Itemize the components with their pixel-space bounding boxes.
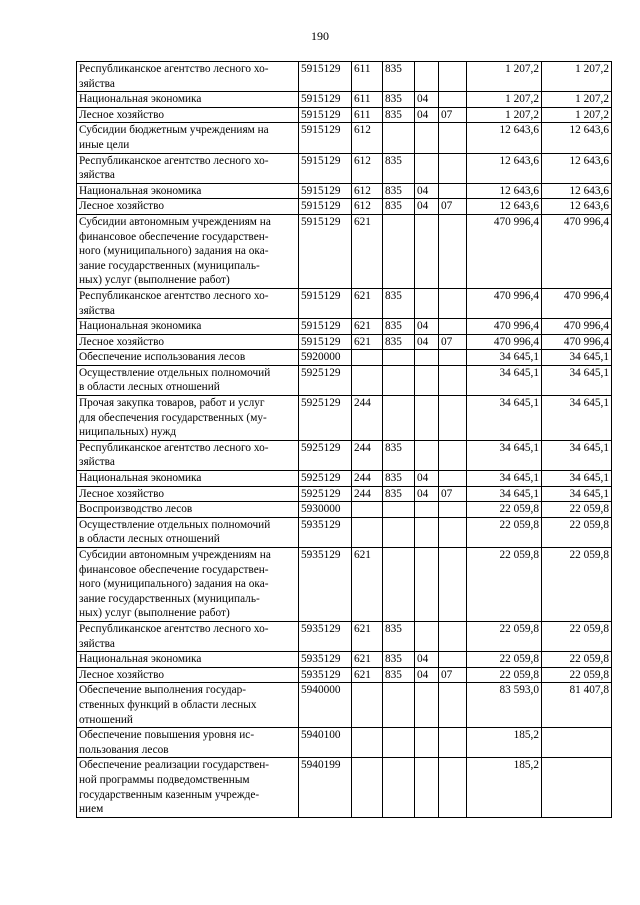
subsection-code [439, 288, 467, 318]
expense-type-code: 244 [352, 396, 383, 441]
section-code [415, 621, 439, 651]
row-name: Республиканское агентство лесного хо- зяйства [77, 621, 299, 651]
page-number: 190 [311, 29, 329, 43]
subsection-code [439, 123, 467, 153]
row-name: Прочая закупка товаров, работ и услуг для обеспечения государственных (му- ниципальных) нужд [77, 396, 299, 441]
ministry-code: 835 [383, 652, 415, 668]
expense-type-code: 244 [352, 440, 383, 470]
table-row [77, 123, 612, 153]
table-row [77, 652, 612, 668]
expense-type-code [352, 365, 383, 395]
amount-col-2: 34 645,1 [542, 365, 612, 395]
expense-type-code: 621 [352, 548, 383, 622]
expense-type-code: 612 [352, 123, 383, 153]
amount-col-1: 83 593,0 [467, 683, 542, 728]
section-code: 04 [415, 667, 439, 683]
section-code [415, 288, 439, 318]
amount-col-1: 470 996,4 [467, 334, 542, 350]
target-article-code: 5915129 [299, 334, 352, 350]
row-name: Лесное хозяйство [77, 199, 299, 215]
table-row [77, 288, 612, 318]
section-code: 04 [415, 107, 439, 123]
table-row [77, 396, 612, 441]
amount-col-1: 12 643,6 [467, 123, 542, 153]
table-row [77, 153, 612, 183]
ministry-code [383, 502, 415, 518]
expense-type-code: 621 [352, 621, 383, 651]
target-article-code: 5935129 [299, 667, 352, 683]
amount-col-1: 470 996,4 [467, 214, 542, 288]
amount-col-1: 12 643,6 [467, 199, 542, 215]
row-name: Обеспечение использования лесов [77, 350, 299, 366]
subsection-code [439, 728, 467, 758]
section-code [415, 350, 439, 366]
subsection-code: 07 [439, 667, 467, 683]
target-article-code: 5915129 [299, 107, 352, 123]
ministry-code [383, 728, 415, 758]
target-article-code: 5925129 [299, 396, 352, 441]
row-name: Осуществление отдельных полномочий в области лесных отношений [77, 365, 299, 395]
section-code [415, 683, 439, 728]
subsection-code [439, 621, 467, 651]
section-code [415, 517, 439, 547]
ministry-code [383, 214, 415, 288]
ministry-code [383, 123, 415, 153]
amount-col-1: 34 645,1 [467, 486, 542, 502]
table-row [77, 92, 612, 108]
subsection-code [439, 502, 467, 518]
amount-col-1: 470 996,4 [467, 288, 542, 318]
ministry-code: 835 [383, 440, 415, 470]
amount-col-2: 470 996,4 [542, 214, 612, 288]
amount-col-1: 22 059,8 [467, 621, 542, 651]
expense-type-code: 621 [352, 319, 383, 335]
subsection-code [439, 471, 467, 487]
subsection-code: 07 [439, 107, 467, 123]
target-article-code: 5935129 [299, 621, 352, 651]
section-code: 04 [415, 486, 439, 502]
subsection-code [439, 62, 467, 92]
target-article-code: 5940000 [299, 683, 352, 728]
row-name: Субсидии автономным учреждениям на финансовое обеспечение государствен- ного (муниципального) задания на ока- зание государственных (муниципаль- ных) услуг (выполнение работ) [77, 548, 299, 622]
section-code [415, 440, 439, 470]
section-code [415, 62, 439, 92]
target-article-code: 5915129 [299, 199, 352, 215]
section-code: 04 [415, 183, 439, 199]
subsection-code [439, 683, 467, 728]
target-article-code: 5915129 [299, 62, 352, 92]
row-name: Обеспечение реализации государствен- ной программы подведомственным государственным казенным учрежде- нием [77, 758, 299, 817]
subsection-code [439, 548, 467, 622]
target-article-code: 5925129 [299, 440, 352, 470]
amount-col-2: 34 645,1 [542, 440, 612, 470]
amount-col-2 [542, 758, 612, 817]
table-row [77, 667, 612, 683]
expense-type-code [352, 517, 383, 547]
target-article-code: 5925129 [299, 486, 352, 502]
row-name: Республиканское агентство лесного хо- зяйства [77, 440, 299, 470]
amount-col-1: 34 645,1 [467, 471, 542, 487]
target-article-code: 5915129 [299, 288, 352, 318]
amount-col-1: 1 207,2 [467, 62, 542, 92]
ministry-code [383, 396, 415, 441]
table-row [77, 199, 612, 215]
expense-type-code: 621 [352, 214, 383, 288]
table-row [77, 486, 612, 502]
section-code: 04 [415, 652, 439, 668]
subsection-code [439, 758, 467, 817]
amount-col-2: 22 059,8 [542, 517, 612, 547]
section-code [415, 153, 439, 183]
amount-col-2: 81 407,8 [542, 683, 612, 728]
table-row [77, 365, 612, 395]
row-name: Республиканское агентство лесного хо- зяйства [77, 288, 299, 318]
ministry-code: 835 [383, 62, 415, 92]
row-name: Лесное хозяйство [77, 667, 299, 683]
ministry-code: 835 [383, 107, 415, 123]
table-row [77, 758, 612, 817]
expense-type-code: 611 [352, 92, 383, 108]
row-name: Лесное хозяйство [77, 486, 299, 502]
subsection-code [439, 350, 467, 366]
amount-col-1: 185,2 [467, 758, 542, 817]
amount-col-2: 12 643,6 [542, 153, 612, 183]
amount-col-2: 34 645,1 [542, 396, 612, 441]
amount-col-2: 1 207,2 [542, 107, 612, 123]
table-row [77, 62, 612, 92]
expense-type-code [352, 683, 383, 728]
target-article-code: 5915129 [299, 183, 352, 199]
amount-col-1: 22 059,8 [467, 517, 542, 547]
expense-type-code: 621 [352, 667, 383, 683]
table-body [77, 62, 612, 818]
subsection-code [439, 153, 467, 183]
target-article-code: 5935129 [299, 652, 352, 668]
amount-col-2: 1 207,2 [542, 62, 612, 92]
amount-col-2: 22 059,8 [542, 548, 612, 622]
amount-col-1: 34 645,1 [467, 440, 542, 470]
amount-col-1: 1 207,2 [467, 107, 542, 123]
section-code [415, 502, 439, 518]
expense-type-code: 611 [352, 62, 383, 92]
ministry-code: 835 [383, 153, 415, 183]
amount-col-1: 12 643,6 [467, 153, 542, 183]
amount-col-1: 22 059,8 [467, 667, 542, 683]
ministry-code: 835 [383, 486, 415, 502]
table-row [77, 334, 612, 350]
target-article-code: 5915129 [299, 319, 352, 335]
subsection-code: 07 [439, 334, 467, 350]
expense-type-code: 612 [352, 199, 383, 215]
target-article-code: 5935129 [299, 517, 352, 547]
amount-col-2: 22 059,8 [542, 652, 612, 668]
ministry-code: 835 [383, 288, 415, 318]
target-article-code: 5915129 [299, 123, 352, 153]
section-code [415, 758, 439, 817]
amount-col-2: 34 645,1 [542, 486, 612, 502]
section-code [415, 365, 439, 395]
amount-col-2 [542, 728, 612, 758]
subsection-code: 07 [439, 486, 467, 502]
row-name: Национальная экономика [77, 652, 299, 668]
row-name: Национальная экономика [77, 471, 299, 487]
table-row [77, 319, 612, 335]
amount-col-1: 185,2 [467, 728, 542, 758]
row-name: Субсидии бюджетным учреждениям на иные цели [77, 123, 299, 153]
row-name: Осуществление отдельных полномочий в области лесных отношений [77, 517, 299, 547]
expense-type-code [352, 350, 383, 366]
target-article-code: 5925129 [299, 365, 352, 395]
ministry-code [383, 350, 415, 366]
amount-col-2: 12 643,6 [542, 199, 612, 215]
row-name: Национальная экономика [77, 319, 299, 335]
ministry-code: 835 [383, 471, 415, 487]
amount-col-1: 34 645,1 [467, 396, 542, 441]
amount-col-2: 22 059,8 [542, 667, 612, 683]
amount-col-2: 1 207,2 [542, 92, 612, 108]
subsection-code [439, 365, 467, 395]
target-article-code: 5915129 [299, 153, 352, 183]
amount-col-1: 34 645,1 [467, 365, 542, 395]
amount-col-2: 12 643,6 [542, 183, 612, 199]
subsection-code [439, 440, 467, 470]
row-name: Обеспечение повышения уровня ис- пользования лесов [77, 728, 299, 758]
table-row [77, 683, 612, 728]
section-code: 04 [415, 92, 439, 108]
target-article-code: 5925129 [299, 471, 352, 487]
amount-col-2: 12 643,6 [542, 123, 612, 153]
ministry-code: 835 [383, 319, 415, 335]
ministry-code: 835 [383, 621, 415, 651]
amount-col-2: 470 996,4 [542, 334, 612, 350]
amount-col-1: 12 643,6 [467, 183, 542, 199]
subsection-code [439, 214, 467, 288]
expense-type-code [352, 758, 383, 817]
subsection-code: 07 [439, 199, 467, 215]
subsection-code [439, 517, 467, 547]
amount-col-2: 34 645,1 [542, 350, 612, 366]
ministry-code: 835 [383, 92, 415, 108]
subsection-code [439, 652, 467, 668]
target-article-code: 5930000 [299, 502, 352, 518]
ministry-code: 835 [383, 183, 415, 199]
table-row [77, 440, 612, 470]
expense-type-code: 612 [352, 153, 383, 183]
subsection-code [439, 183, 467, 199]
amount-col-1: 1 207,2 [467, 92, 542, 108]
amount-col-2: 34 645,1 [542, 471, 612, 487]
section-code [415, 214, 439, 288]
section-code [415, 123, 439, 153]
row-name: Республиканское агентство лесного хо- зяйства [77, 62, 299, 92]
amount-col-1: 470 996,4 [467, 319, 542, 335]
row-name: Субсидии автономным учреждениям на финансовое обеспечение государствен- ного (муниципального) задания на ока- зание государственных (муниципаль- ных) услуг (выполнение работ) [77, 214, 299, 288]
ministry-code [383, 548, 415, 622]
table-row [77, 214, 612, 288]
table-row [77, 107, 612, 123]
amount-col-1: 22 059,8 [467, 652, 542, 668]
ministry-code: 835 [383, 334, 415, 350]
target-article-code: 5940100 [299, 728, 352, 758]
expense-type-code: 621 [352, 652, 383, 668]
ministry-code: 835 [383, 199, 415, 215]
row-name: Республиканское агентство лесного хо- зяйства [77, 153, 299, 183]
row-name: Национальная экономика [77, 92, 299, 108]
target-article-code: 5935129 [299, 548, 352, 622]
ministry-code [383, 683, 415, 728]
row-name: Национальная экономика [77, 183, 299, 199]
expense-type-code: 611 [352, 107, 383, 123]
section-code: 04 [415, 471, 439, 487]
section-code [415, 728, 439, 758]
amount-col-2: 470 996,4 [542, 288, 612, 318]
table-row [77, 548, 612, 622]
expense-type-code [352, 502, 383, 518]
expense-type-code: 621 [352, 334, 383, 350]
amount-col-1: 22 059,8 [467, 502, 542, 518]
expense-type-code: 244 [352, 471, 383, 487]
section-code: 04 [415, 334, 439, 350]
expense-type-code: 612 [352, 183, 383, 199]
ministry-code [383, 365, 415, 395]
row-name: Обеспечение выполнения государ- ственных функций в области лесных отношений [77, 683, 299, 728]
section-code [415, 548, 439, 622]
subsection-code [439, 92, 467, 108]
amount-col-1: 22 059,8 [467, 548, 542, 622]
section-code: 04 [415, 319, 439, 335]
target-article-code: 5915129 [299, 214, 352, 288]
ministry-code [383, 758, 415, 817]
table-row [77, 502, 612, 518]
budget-table [76, 61, 612, 818]
subsection-code [439, 319, 467, 335]
expense-type-code: 621 [352, 288, 383, 318]
table-row [77, 350, 612, 366]
table-row [77, 183, 612, 199]
target-article-code: 5920000 [299, 350, 352, 366]
target-article-code: 5940199 [299, 758, 352, 817]
table-row [77, 471, 612, 487]
row-name: Лесное хозяйство [77, 107, 299, 123]
ministry-code [383, 517, 415, 547]
amount-col-1: 34 645,1 [467, 350, 542, 366]
amount-col-2: 470 996,4 [542, 319, 612, 335]
section-code [415, 396, 439, 441]
amount-col-2: 22 059,8 [542, 621, 612, 651]
subsection-code [439, 396, 467, 441]
table-row [77, 621, 612, 651]
amount-col-2: 22 059,8 [542, 502, 612, 518]
section-code: 04 [415, 199, 439, 215]
table-row [77, 517, 612, 547]
target-article-code: 5915129 [299, 92, 352, 108]
row-name: Воспроизводство лесов [77, 502, 299, 518]
expense-type-code [352, 728, 383, 758]
table-row [77, 728, 612, 758]
ministry-code: 835 [383, 667, 415, 683]
row-name: Лесное хозяйство [77, 334, 299, 350]
expense-type-code: 244 [352, 486, 383, 502]
